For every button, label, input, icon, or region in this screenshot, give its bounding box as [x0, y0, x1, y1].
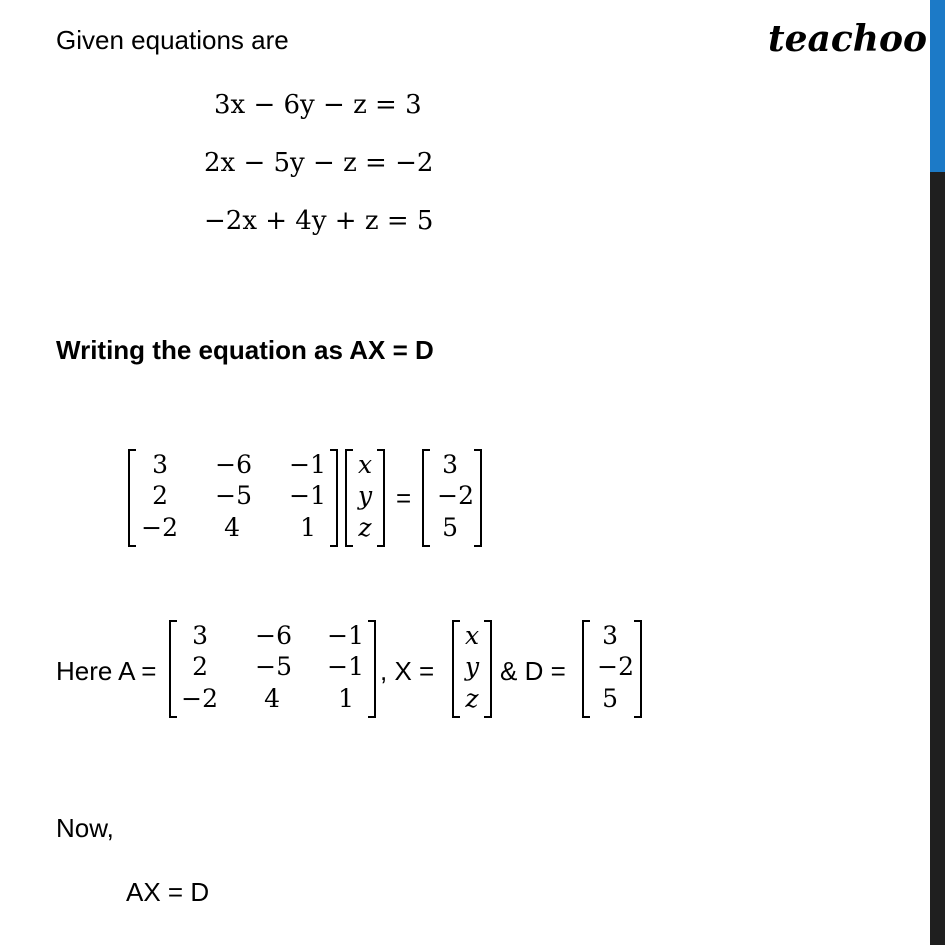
- d-label: & D =: [500, 656, 566, 686]
- matrix-cell: 4: [264, 684, 280, 713]
- x-label: , X =: [380, 656, 435, 686]
- matrix-cell: z: [358, 513, 372, 542]
- matrix-cell: −1: [289, 450, 326, 479]
- ax-equals-d: AX = D: [126, 877, 210, 907]
- matrix-cell: −6: [255, 621, 292, 650]
- matrix-d-equation: [422, 449, 482, 547]
- matrix-cell: −2: [181, 684, 218, 713]
- matrix-cell: 4: [224, 513, 240, 542]
- matrix-cell: −2: [437, 481, 474, 510]
- here-a-label: Here A =: [56, 656, 157, 686]
- matrix-cell: 3: [442, 450, 458, 479]
- matrix-cell: −1: [327, 621, 364, 650]
- matrix-cell: 1: [300, 513, 316, 542]
- matrix-x: [452, 620, 492, 718]
- matrix-cell: x: [357, 450, 373, 479]
- matrix-cell: 5: [602, 684, 618, 713]
- scrollbar[interactable]: [930, 0, 945, 945]
- matrix-cell: −5: [255, 652, 292, 681]
- matrix-cell: 3: [192, 621, 208, 650]
- matrix-cell: −5: [215, 481, 252, 510]
- matrix-a-equation: [128, 449, 338, 547]
- matrix-cell: 2: [152, 481, 168, 510]
- matrix-a: [169, 620, 376, 718]
- equation-2: 2x − 5y − z = −2: [204, 148, 434, 178]
- matrix-cell: y: [357, 481, 373, 510]
- matrix-x-equation: [345, 449, 385, 547]
- matrix-cell: 3: [152, 450, 168, 479]
- matrix-cell: 3: [602, 621, 618, 650]
- teachoo-logo: teachoo: [768, 18, 927, 60]
- intro-text: Given equations are: [56, 25, 289, 55]
- scrollbar-thumb[interactable]: [930, 0, 945, 172]
- equals-sign: =: [396, 483, 412, 513]
- now-text: Now,: [56, 813, 114, 843]
- matrix-cell: 2: [192, 652, 208, 681]
- matrix-cell: −6: [215, 450, 252, 479]
- matrix-d: [582, 620, 642, 718]
- matrix-cell: 5: [442, 513, 458, 542]
- matrix-cell: y: [464, 652, 480, 681]
- matrix-cell: −2: [597, 652, 634, 681]
- equation-3: −2x + 4y + z = 5: [204, 206, 434, 236]
- matrix-cell: 1: [338, 684, 354, 713]
- equation-1: 3x − 6y − z = 3: [214, 90, 422, 120]
- matrix-cell: z: [465, 684, 479, 713]
- matrix-cell: −2: [141, 513, 178, 542]
- matrix-cell: −1: [289, 481, 326, 510]
- section-heading: Writing the equation as AX = D: [56, 335, 434, 365]
- matrix-cell: −1: [327, 652, 364, 681]
- matrix-cell: x: [464, 621, 480, 650]
